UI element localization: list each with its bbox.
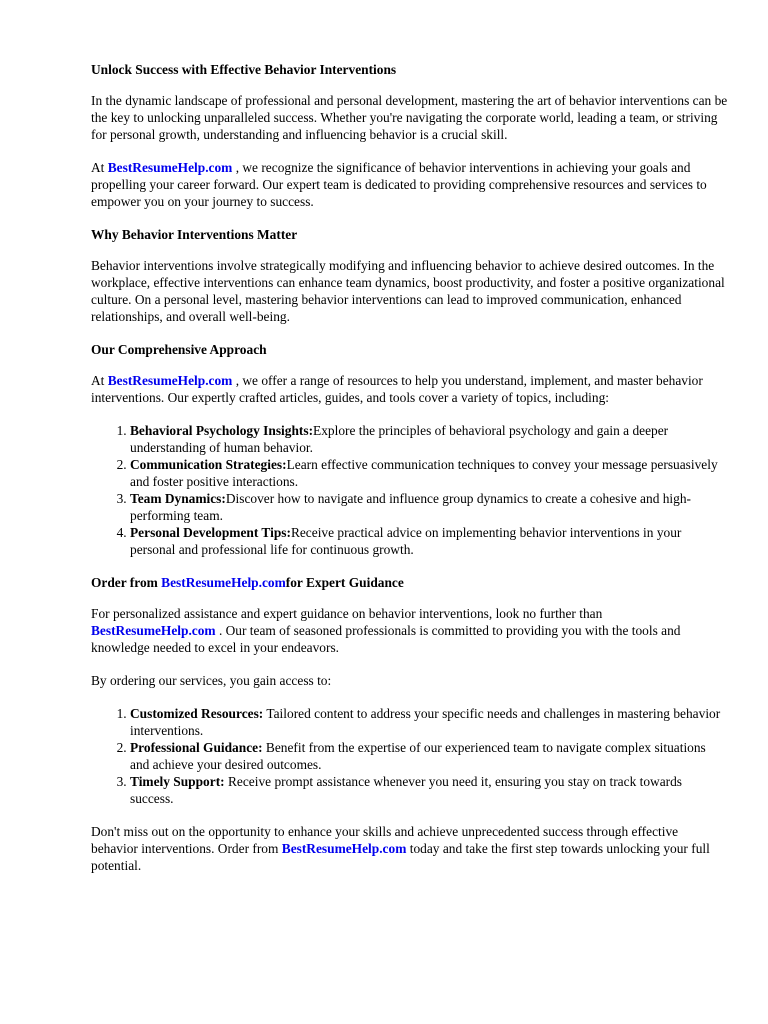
item-desc: Benefit from the expertise of our experienced team to navigate complex situations and achieve your desired outcomes. — [130, 740, 706, 772]
brand-link[interactable]: BestResumeHelp.com — [107, 373, 233, 388]
text: Don't miss out on the opportunity to enhance your skills and achieve unprecedented success through effective behavior interventions. Order from — [91, 824, 679, 856]
list-item — [130, 739, 728, 773]
item-term: Communication Strategies: — [130, 457, 287, 472]
brand-link[interactable]: BestResumeHelp.com — [107, 160, 233, 175]
order-paragraph — [91, 605, 728, 656]
list-item — [130, 773, 728, 807]
list-item — [130, 524, 728, 558]
item-term: Personal Development Tips: — [130, 525, 291, 540]
heading-why: Why Behavior Interventions Matter — [91, 227, 298, 242]
list-item — [130, 490, 728, 524]
item-desc: Tailored content to address your specific needs and challenges in mastering behavior interventions. — [130, 706, 721, 738]
text: At — [91, 373, 108, 388]
closing-paragraph — [91, 823, 728, 874]
text: For personalized assistance and expert guidance on behavior interventions, look no further than — [91, 606, 603, 621]
text: for Expert Guidance — [285, 575, 404, 590]
item-desc: Receive prompt assistance whenever you need it, ensuring you stay on track towards success. — [130, 774, 683, 806]
item-term: Team Dynamics: — [130, 491, 226, 506]
item-term: Behavioral Psychology Insights: — [130, 423, 314, 438]
item-term: Customized Resources: — [130, 706, 264, 721]
list-item — [130, 456, 728, 490]
access-intro: By ordering our services, you gain access to: — [91, 673, 332, 688]
list-item — [130, 422, 728, 456]
heading-order — [91, 574, 728, 591]
text: Order from — [91, 575, 162, 590]
list-item — [130, 705, 728, 739]
brand-link[interactable]: BestResumeHelp.com — [91, 623, 216, 638]
text: At — [91, 160, 108, 175]
topics-list — [91, 422, 728, 558]
item-desc: Receive practical advice on implementing behavior interventions in your personal and professional life for continuous growth. — [130, 525, 682, 557]
heading-approach: Our Comprehensive Approach — [91, 342, 267, 357]
item-desc: Discover how to navigate and influence group dynamics to create a cohesive and high-performing team. — [130, 491, 692, 523]
text: , we offer a range of resources to help you understand, implement, and master behavior interventions. Our expertly crafted articles, guides, and tools cover a variety of topics, including: — [91, 373, 703, 405]
benefits-list — [91, 705, 728, 807]
item-term: Timely Support: — [130, 774, 225, 789]
item-desc: Explore the principles of behavioral psychology and gain a deeper understanding of human behavior. — [130, 423, 669, 455]
intro-paragraph: In the dynamic landscape of professional and personal development, mastering the art of behavior interventions can be the key to unlocking unparalleled success. Whether you're navigating the corporate world, leading a team, or striving for personal growth, understanding and influencing behavior is a crucial skill. — [91, 93, 728, 142]
text: . Our team of seasoned professionals is committed to providing you with the tools and knowledge needed to excel in your endeavors. — [91, 623, 681, 655]
approach-paragraph — [91, 372, 728, 406]
about-paragraph — [91, 159, 728, 210]
item-term: Professional Guidance: — [130, 740, 263, 755]
brand-link[interactable]: BestResumeHelp.com — [281, 841, 407, 856]
text: today and take the first step towards unlocking your full potential. — [91, 841, 710, 873]
why-paragraph: Behavior interventions involve strategically modifying and influencing behavior to achieve desired outcomes. In the workplace, effective interventions can enhance team dynamics, boost productivity, and foster a positive organizational culture. On a personal level, mastering behavior interventions can lead to improved communication, enhanced relationships, and overall well-being. — [91, 258, 725, 324]
text: , we recognize the significance of behavior interventions in achieving your goals and propelling your career forward. Our expert team is dedicated to providing comprehensive resources and services to empower you on your journey to success. — [91, 160, 707, 209]
brand-link[interactable]: BestResumeHelp.com — [161, 575, 286, 590]
item-desc: Learn effective communication techniques to convey your message persuasively and foster positive interactions. — [130, 457, 718, 489]
page-title: Unlock Success with Effective Behavior Interventions — [91, 62, 397, 77]
